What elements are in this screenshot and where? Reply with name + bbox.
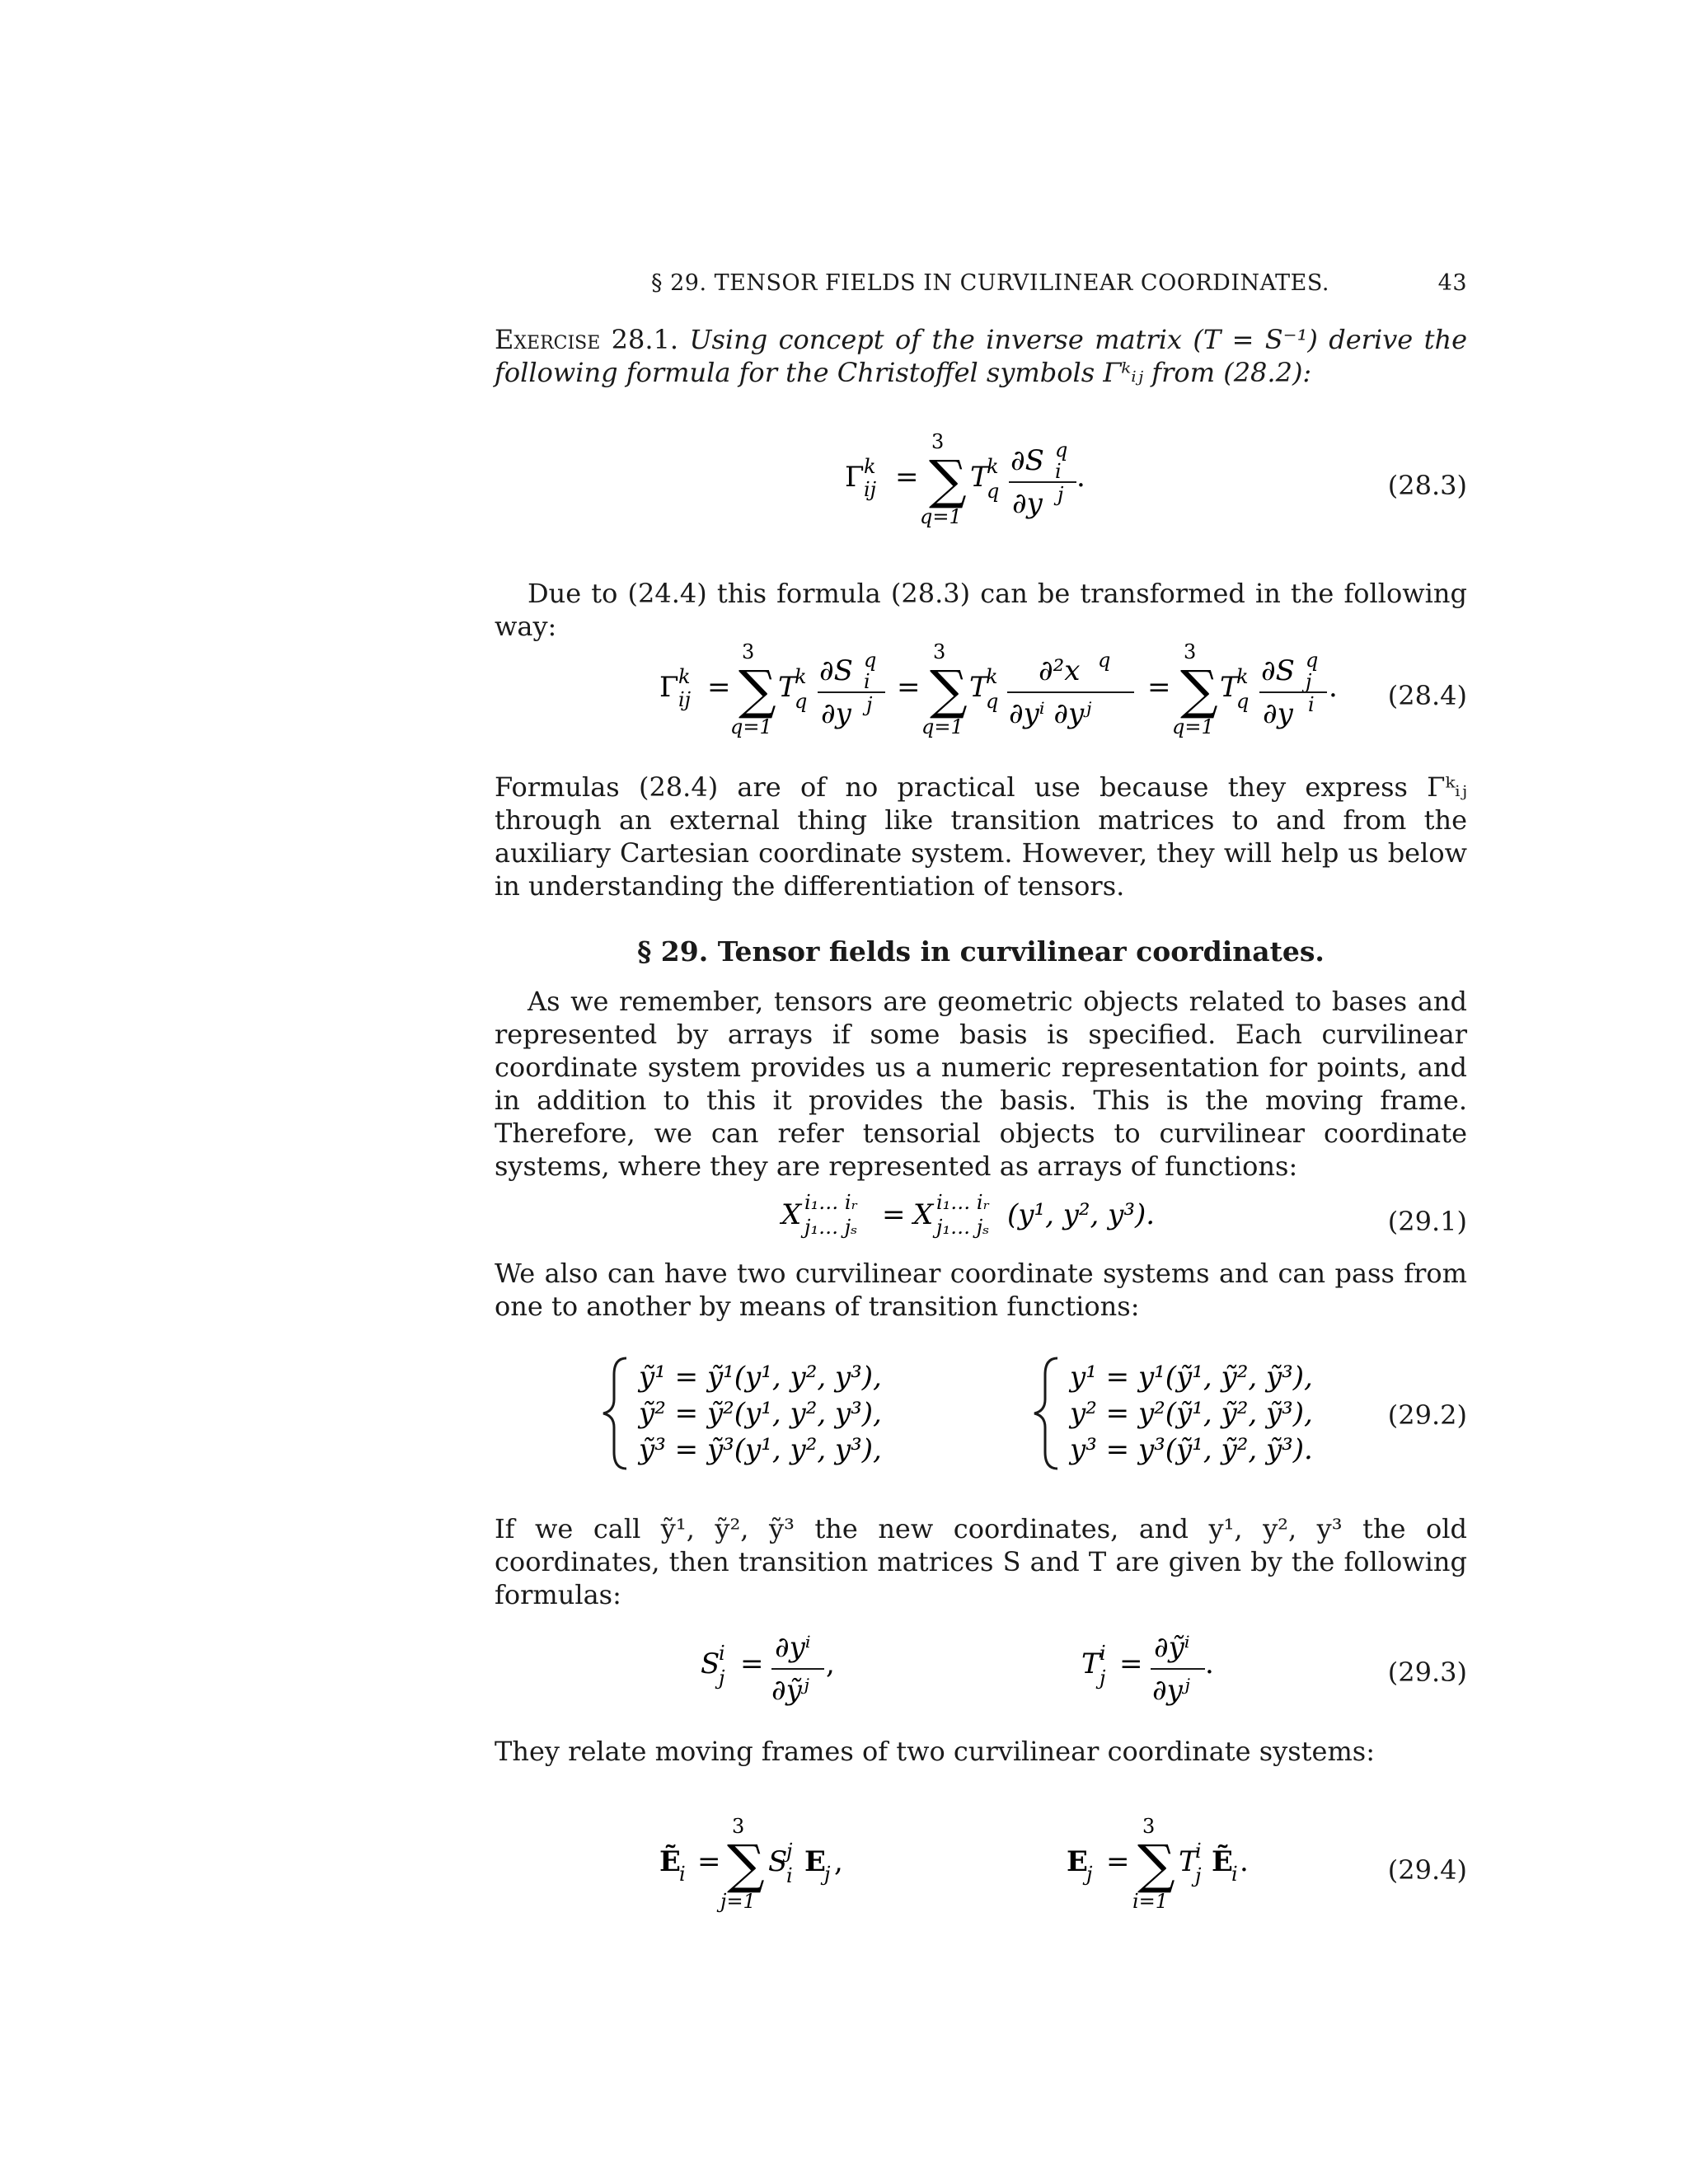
index-q-S: q xyxy=(1055,438,1068,462)
X-arguments: (y¹, y², y³). xyxy=(1007,1198,1156,1231)
running-header xyxy=(495,270,1467,303)
system-left-line-1: ỹ¹ = ỹ¹(y¹, y², y³), xyxy=(639,1361,882,1394)
frac-3-num: ∂S xyxy=(1261,654,1295,687)
exercise-body: Using concept of the inverse matrix (T = S⁻¹) derive the following formula for the Christoffel symbols Γᵏᵢⱼ from (28.2): xyxy=(495,324,1468,388)
E-left: E xyxy=(1067,1845,1088,1878)
sum-2: ∑ xyxy=(930,660,968,721)
equation-29-1-svg xyxy=(495,1183,1467,1249)
index-j-y: j xyxy=(1057,483,1064,506)
X-right-upper: i₁… iᵣ xyxy=(936,1191,990,1214)
system-left-line-2: ỹ² = ỹ²(y¹, y², y³), xyxy=(639,1397,882,1430)
frac-3-j: j xyxy=(1306,670,1312,693)
T-upper-i: i xyxy=(1100,1642,1106,1665)
sum-1: ∑ xyxy=(738,660,776,721)
E-tilde-left-i: i xyxy=(679,1863,686,1886)
T-1-q: q xyxy=(795,690,808,713)
equation-28-3 xyxy=(495,420,1467,528)
symbol-gamma: Γ xyxy=(845,461,865,494)
sum-E-1: ∑ xyxy=(727,1835,765,1896)
T-1: T xyxy=(778,671,797,704)
E-left-j: j xyxy=(1086,1863,1093,1886)
T-3-q: q xyxy=(1236,690,1250,713)
S-lower-j: j xyxy=(719,1666,725,1690)
equation-number-29-1: (29.1) xyxy=(1387,1206,1467,1237)
equation-29-4 xyxy=(495,1805,1467,1920)
equals-2: = xyxy=(897,671,921,704)
comma-E: , xyxy=(834,1845,843,1878)
X-left-lower: j₁… jₛ xyxy=(804,1216,858,1239)
X-right-lower: j₁… jₛ xyxy=(936,1216,990,1239)
index-k-2: k xyxy=(678,665,691,688)
system-right-line-2: y² = y²(ỹ¹, ỹ², ỹ³), xyxy=(1070,1397,1313,1430)
frac-2-num: ∂²x xyxy=(1039,654,1081,687)
system-right-line-1: y¹ = y¹(ỹ¹, ỹ², ỹ³), xyxy=(1070,1361,1313,1394)
equals-E-1: = xyxy=(697,1845,721,1878)
frac-1-num: ∂S xyxy=(819,654,853,687)
period-2: . xyxy=(1329,671,1338,704)
T-3-k: k xyxy=(1236,665,1249,688)
T-1-k: k xyxy=(795,665,807,688)
S-in-sum-i: i xyxy=(786,1864,793,1887)
frac-2-den: ∂yⁱ ∂yʲ xyxy=(1009,697,1092,730)
system-right-line-3: y³ = y³(ỹ¹, ỹ², ỹ³). xyxy=(1070,1433,1313,1466)
frac-3-den: ∂y xyxy=(1263,697,1293,730)
S-in-sum-j: j xyxy=(786,1840,793,1863)
E-in-sum: E xyxy=(804,1845,826,1878)
frac-3-i: i xyxy=(1308,693,1315,716)
T-symbol-29-3: T xyxy=(1081,1647,1100,1680)
index-ij: ij xyxy=(864,478,877,501)
E-tilde-in-sum-i: i xyxy=(1231,1863,1238,1886)
X-left-upper: i₁… iᵣ xyxy=(804,1191,858,1214)
equals-3: = xyxy=(1147,671,1171,704)
equals-29-1: = xyxy=(882,1198,906,1231)
equation-29-4-svg xyxy=(495,1805,1467,1920)
symbol-gamma-2: Γ xyxy=(659,671,679,704)
T-3: T xyxy=(1220,671,1239,704)
equation-number-28-3: (28.3) xyxy=(1387,470,1467,501)
S-upper-i: i xyxy=(719,1642,725,1665)
equals-E-2: = xyxy=(1106,1845,1130,1878)
sum-E-2-upper: 3 xyxy=(1142,1815,1156,1838)
exercise-paragraph xyxy=(495,323,1467,389)
page-number: 43 xyxy=(1437,270,1467,296)
E-tilde-left: Ẽ xyxy=(659,1845,681,1878)
sum-1-lower: q=1 xyxy=(730,715,772,738)
paragraph-new-coordinates: If we call ỹ¹, ỹ², ỹ³ the new coordinates, and y¹, y², y³ the old coordinates, then transition matrices S and T are given by the following formulas: xyxy=(495,1513,1467,1610)
X-right: X xyxy=(913,1198,934,1231)
equals-S: = xyxy=(740,1647,764,1680)
equals-T: = xyxy=(1119,1647,1143,1680)
frac-1-den: ∂y xyxy=(821,697,851,730)
equation-28-3-svg xyxy=(495,420,1467,528)
system-left-line-3: ỹ³ = ỹ³(y¹, y², y³), xyxy=(639,1433,882,1466)
exercise-head: Exercise 28.1. xyxy=(495,324,679,355)
equation-29-3 xyxy=(495,1607,1467,1706)
sum-3-lower: q=1 xyxy=(1172,715,1214,738)
equation-number-29-2: (29.2) xyxy=(1387,1399,1467,1431)
equation-number-29-3: (29.3) xyxy=(1387,1657,1467,1688)
equation-number-28-4: (28.4) xyxy=(1387,680,1467,711)
sum-E-1-lower: j=1 xyxy=(720,1890,756,1913)
header-title: § 29. TENSOR FIELDS IN CURVILINEAR COORDINATES. xyxy=(651,270,1329,296)
T-frac-den: ∂yʲ xyxy=(1152,1674,1190,1707)
sum-3-upper: 3 xyxy=(1184,640,1197,663)
frac-1-j: j xyxy=(866,693,873,716)
X-left: X xyxy=(781,1198,802,1231)
period-T: . xyxy=(1205,1647,1214,1680)
brace-left xyxy=(603,1358,626,1469)
symbol-T: T xyxy=(970,461,989,494)
numerator-dS: ∂S xyxy=(1010,444,1044,477)
paragraph-formulas: Formulas (28.4) are of no practical use because they express Γᵏᵢⱼ through an external thing like transition matrices to and from the auxiliary Cartesian coordinate system. However, they will help us below in understanding the differentiation of tensors. xyxy=(495,771,1467,902)
period: . xyxy=(1076,461,1085,494)
frac-1-q: q xyxy=(864,649,877,672)
sum-E-2-lower: i=1 xyxy=(1132,1890,1169,1913)
E-tilde-in-sum: Ẽ xyxy=(1212,1845,1233,1878)
T-in-sum: T xyxy=(1179,1845,1198,1878)
S-frac-den: ∂ỹʲ xyxy=(771,1674,809,1707)
period-E: . xyxy=(1240,1845,1249,1878)
S-symbol: S xyxy=(701,1647,720,1680)
paragraph-tensors: As we remember, tensors are geometric objects related to bases and represented by arrays if some basis is specified. Each curvilinear coordinate system provides us a numeric representation for points, and in addition to this it provides the basis. This is the moving frame. Therefore, we can refer tensorial objects to curvilinear coordinate systems, where they are represented as arrays of functions: xyxy=(495,986,1467,1182)
paragraph-transform: Due to (24.4) this formula (28.3) can be transformed in the following way: xyxy=(495,578,1467,642)
brace-right xyxy=(1034,1358,1057,1469)
index-k-T: k xyxy=(987,455,999,478)
sum-E-1-upper: 3 xyxy=(732,1815,745,1838)
sum-E-2: ∑ xyxy=(1137,1835,1175,1896)
T-2-k: k xyxy=(986,665,998,688)
index-k: k xyxy=(864,455,876,478)
S-frac-num: ∂yⁱ xyxy=(775,1631,811,1664)
T-in-sum-i: i xyxy=(1195,1840,1202,1863)
T-in-sum-j: j xyxy=(1195,1864,1202,1887)
paragraph-moving-frames: They relate moving frames of two curvilinear coordinate systems: xyxy=(495,1736,1375,1767)
equals-sign: = xyxy=(895,461,919,494)
frac-2-q: q xyxy=(1098,649,1111,672)
T-2: T xyxy=(969,671,988,704)
T-2-q: q xyxy=(986,690,999,713)
equation-29-1 xyxy=(495,1183,1467,1249)
equation-29-3-svg xyxy=(495,1607,1467,1706)
section-title: § 29. Tensor fields in curvilinear coordinates. xyxy=(637,935,1325,968)
equation-28-4 xyxy=(495,630,1467,738)
equation-29-2 xyxy=(495,1352,1467,1475)
equation-29-2-svg xyxy=(495,1352,1467,1475)
sum-2-upper: 3 xyxy=(933,640,946,663)
sum-1-upper: 3 xyxy=(742,640,755,663)
equation-number-29-4: (29.4) xyxy=(1387,1854,1467,1886)
paragraph-transition: We also can have two curvilinear coordinate systems and can pass from one to another by means of transition functions: xyxy=(495,1258,1467,1322)
E-in-sum-j: j xyxy=(824,1863,831,1886)
comma-S: , xyxy=(826,1647,835,1680)
sum-3: ∑ xyxy=(1180,660,1218,721)
equation-28-4-svg xyxy=(495,630,1467,746)
frac-1-i: i xyxy=(864,670,870,693)
sum-sign: ∑ xyxy=(929,450,967,511)
denominator-dy: ∂y xyxy=(1012,487,1043,520)
S-in-sum: S xyxy=(768,1845,788,1878)
index-i-S: i xyxy=(1055,460,1062,483)
T-frac-num: ∂ỹⁱ xyxy=(1154,1631,1190,1664)
sum-lower: q=1 xyxy=(920,505,962,528)
index-ij-2: ij xyxy=(678,688,692,711)
frac-3-q: q xyxy=(1306,649,1319,672)
sum-2-lower: q=1 xyxy=(921,715,964,738)
equals-1: = xyxy=(707,671,731,704)
index-q-T: q xyxy=(987,480,1000,503)
sum-upper: 3 xyxy=(931,430,945,453)
T-lower-j: j xyxy=(1100,1666,1106,1690)
